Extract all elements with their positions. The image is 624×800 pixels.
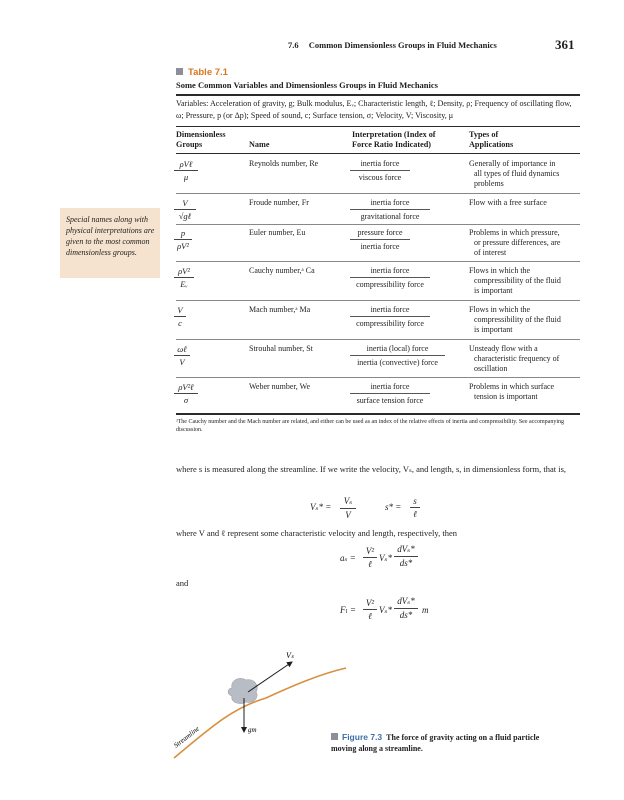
table-top-rule — [176, 94, 580, 96]
application-line: characteristic frequency of — [474, 354, 560, 363]
velocity-label: Vₛ — [286, 651, 294, 660]
figure-caption — [331, 732, 561, 754]
running-header — [288, 40, 505, 50]
equation-fl-lhs: Fₗ = — [340, 605, 357, 615]
application-line: Flows in which the — [469, 305, 531, 314]
interp-denominator: inertia force — [360, 242, 400, 251]
row-rule — [176, 193, 580, 194]
interpretation — [350, 344, 445, 367]
header-types-line1: Types of — [469, 130, 499, 139]
equation-as-fraction — [363, 546, 377, 569]
interpretation — [350, 266, 430, 289]
header-interp-line2: Force Ratio Indicated) — [352, 140, 431, 149]
application-line: or pressure differences, are — [474, 238, 561, 247]
formula-numerator: V — [174, 305, 186, 317]
body-paragraph: where V and ℓ represent some characteristic velocity and length, respectively, then — [176, 528, 458, 538]
application — [469, 198, 579, 208]
group-name: Strouhal number, St — [249, 344, 313, 353]
figure-label: Figure 7.3 — [342, 732, 383, 742]
header-groups-line2: Groups — [176, 140, 203, 149]
interpretation — [350, 382, 430, 405]
fraction-denominator: ℓ — [413, 509, 417, 519]
velocity-arrow — [248, 662, 292, 692]
equation-as-factor: Vₛ* — [379, 553, 393, 563]
application-line: compressibility of the fluid — [474, 276, 561, 285]
formula-denominator: V — [179, 357, 185, 367]
equation-s-star-fraction — [410, 496, 420, 519]
interpretation — [350, 228, 410, 251]
equation-fl-fraction — [363, 598, 377, 621]
application-line: tension is important — [474, 392, 538, 401]
group-formula — [174, 228, 192, 251]
equation-fl-factor: Vₛ* — [379, 605, 393, 615]
formula-denominator: Eᵥ — [180, 279, 188, 289]
group-formula — [174, 344, 190, 367]
application-line: is important — [474, 286, 513, 295]
interp-numerator: inertia (local) force — [350, 344, 445, 356]
row-rule — [176, 300, 580, 301]
header-groups — [176, 130, 226, 150]
body-and: and — [176, 578, 189, 588]
formula-denominator: ρV² — [177, 241, 189, 251]
fraction-denominator: ds* — [399, 610, 413, 620]
equation-s-star-lhs: s* = — [385, 502, 402, 512]
application-line: Problems in which pressure, — [469, 228, 560, 237]
group-name: Mach number,ᵃ Ma — [249, 305, 311, 314]
interpretation — [350, 198, 430, 221]
streamline-label: Streamline — [172, 724, 201, 750]
application-line: Problems in which surface — [469, 382, 555, 391]
fraction-numerator: dVₛ* — [394, 544, 418, 557]
interp-denominator: compressibility force — [356, 280, 424, 289]
figure-caption-text: The force of gravity acting on a fluid particle moving along a streamline. — [331, 733, 540, 753]
equation-vs-star-fraction — [340, 496, 356, 520]
streamline-curve — [174, 668, 346, 758]
interp-denominator: surface tension force — [356, 396, 424, 405]
fraction-numerator: V² — [363, 546, 377, 558]
section-title: Common Dimensionless Groups in Fluid Mechanics — [308, 40, 497, 50]
table-variables: Variables: Acceleration of gravity, g; Bulk modulus, Eᵥ; Characteristic length, ℓ; Density, ρ; Frequency of oscillating flow, ω; Pressure, p (or Δp); Speed of sound, c; Surface tension, σ; Velocity, V; Viscosity, μ — [176, 99, 572, 120]
application-line: Flows in which the — [469, 266, 531, 275]
header-types-line2: Applications — [469, 140, 514, 149]
formula-numerator: ρV² — [174, 266, 194, 278]
formula-denominator: √gℓ — [178, 211, 192, 221]
interp-denominator: gravitational force — [360, 212, 420, 221]
variables-rule — [176, 126, 580, 127]
header-types — [469, 130, 513, 150]
equation-as-derivative — [394, 544, 418, 568]
table-caption: Some Common Variables and Dimensionless Groups in Fluid Mechanics — [176, 80, 438, 90]
formula-numerator: p — [174, 228, 192, 240]
interp-numerator: pressure force — [350, 228, 410, 240]
row-rule — [176, 261, 580, 262]
application-line: all types of fluid dynamics — [474, 169, 560, 178]
application — [469, 228, 579, 258]
fraction-denominator: ℓ — [368, 611, 372, 621]
group-name: Cauchy number,ᵃ Ca — [249, 266, 315, 275]
interp-denominator: inertia (convective) force — [357, 358, 438, 367]
row-rule — [176, 339, 580, 340]
fraction-denominator: ds* — [399, 558, 413, 568]
header-groups-line1: Dimensionless — [176, 130, 226, 139]
group-name: Reynolds number, Re — [249, 159, 319, 168]
fraction-numerator: V² — [363, 598, 377, 610]
group-formula — [174, 266, 194, 289]
fraction-numerator: Vₛ — [340, 496, 356, 509]
application-line: oscillation — [474, 364, 508, 373]
application-line: Generally of importance in — [469, 159, 556, 168]
formula-numerator: V — [174, 198, 196, 210]
fraction-denominator: V — [345, 510, 351, 520]
header-interp-line1: Interpretation (Index of — [352, 130, 436, 139]
formula-denominator: μ — [183, 172, 189, 182]
group-name: Froude number, Fr — [249, 198, 309, 207]
margin-note: Special names along with physical interpretations are given to the most common dimensionless groups. — [60, 208, 160, 278]
application — [469, 266, 579, 296]
interp-numerator: inertia force — [350, 159, 410, 171]
square-bullet-icon — [176, 68, 183, 75]
group-name: Euler number, Eu — [249, 228, 306, 237]
fraction-denominator: ℓ — [368, 559, 372, 569]
equation-as-lhs: aₛ = — [340, 553, 356, 563]
interp-numerator: inertia force — [350, 305, 430, 317]
body-paragraph: where s is measured along the streamline. If we write the velocity, Vₛ, and length, s, in dimensionless form, that is, — [176, 464, 566, 474]
equation-vs-star-lhs: Vₛ* = — [310, 502, 332, 512]
interpretation — [350, 305, 430, 328]
table-label — [176, 67, 228, 78]
header-rule — [176, 153, 580, 154]
figure-7-3 — [170, 640, 350, 760]
application-line: problems — [474, 179, 504, 188]
interpretation — [350, 159, 410, 182]
application-line: compressibility of the fluid — [474, 315, 561, 324]
interp-numerator: inertia force — [350, 382, 430, 394]
interp-numerator: inertia force — [350, 198, 430, 210]
page-number: 361 — [555, 37, 575, 52]
interp-denominator: compressibility force — [356, 319, 424, 328]
table-footnote: ᵃThe Cauchy number and the Mach number are related, and either can be used as an index of the relative effects of inertia and compressibility. See accompanying discussion. — [176, 419, 564, 433]
formula-numerator: ωℓ — [174, 344, 190, 356]
application — [469, 159, 579, 189]
application-line: of interest — [474, 248, 507, 257]
interp-numerator: inertia force — [350, 266, 430, 278]
formula-denominator: c — [178, 318, 182, 328]
formula-denominator: σ — [183, 395, 189, 405]
header-interpretation — [352, 130, 436, 150]
group-formula — [174, 382, 198, 405]
table-label-text: Table 7.1 — [188, 67, 228, 78]
group-formula — [174, 305, 186, 328]
fraction-numerator: s — [410, 496, 420, 508]
table-bottom-rule — [176, 413, 580, 415]
application-line: is important — [474, 325, 513, 334]
group-formula — [174, 159, 198, 182]
application — [469, 382, 579, 402]
gravity-label: gm — [248, 726, 257, 734]
equation-fl-mass: m — [422, 605, 429, 615]
equation-fl-derivative — [394, 596, 418, 620]
formula-numerator: ρVℓ — [174, 159, 198, 171]
interp-denominator: viscous force — [358, 173, 402, 182]
row-rule — [176, 377, 580, 378]
formula-numerator: ρV²ℓ — [174, 382, 198, 394]
group-formula — [174, 198, 196, 221]
section-number: 7.6 — [288, 40, 299, 50]
application — [469, 305, 579, 335]
fluid-particle — [228, 678, 257, 703]
fraction-numerator: dVₛ* — [394, 596, 418, 609]
group-name: Weber number, We — [249, 382, 311, 391]
application-line: Flow with a free surface — [469, 198, 547, 207]
application — [469, 344, 579, 374]
application-line: Unsteady flow with a — [469, 344, 538, 353]
square-bullet-icon — [331, 733, 338, 740]
header-name: Name — [249, 140, 270, 149]
row-rule — [176, 224, 580, 225]
